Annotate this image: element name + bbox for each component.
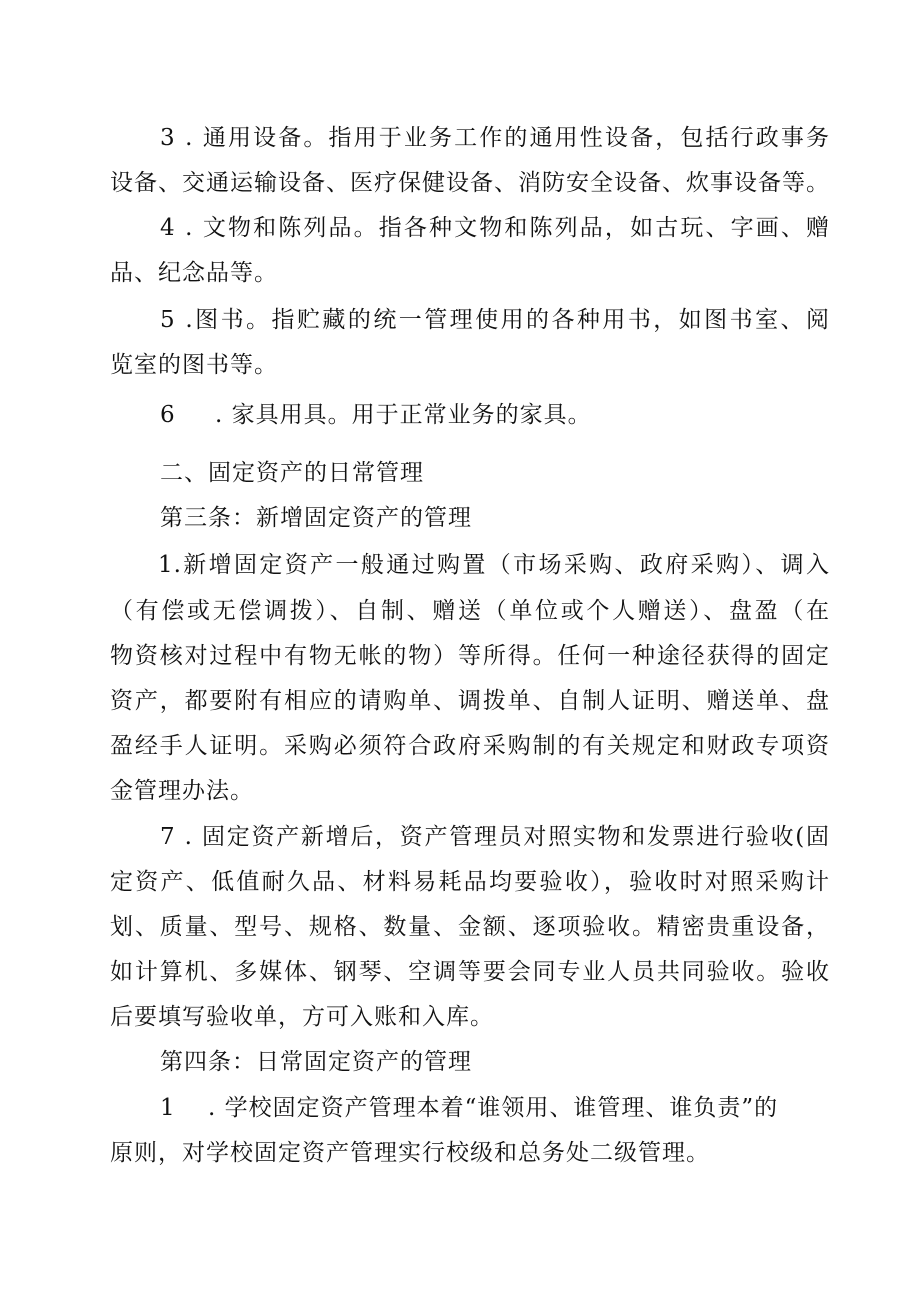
item-3-line-1: 3 . 通用设备。指用于业务工作的通用性设备，包括行政事务 [160,125,830,151]
item-4-line-1: 4 . 文物和陈列品。指各种文物和陈列品，如古玩、字画、赠 [160,215,830,241]
item-4-line-2: 品、纪念品等。 [110,260,278,286]
item-5-line-2: 览室的图书等。 [110,352,278,378]
item-6-line [160,400,830,430]
item-5-line-1: 5 .图书。指贮藏的统一管理使用的各种用书，如图书室、阅 [160,307,830,333]
article-3-p2-line-1: 7 . 固定资产新增后，资产管理员对照实物和发票进行验收(固 [160,824,830,850]
article-4-p1-line-2: 原则，对学校固定资产管理实行校级和总务处二级管理。 [110,1140,710,1166]
item-6-number: 6 [160,402,176,428]
article-3-p1-line-5: 盈经手人证明。采购必须符合政府采购制的有关规定和财政专项资 [110,733,830,759]
article-3-p1-line-3: 物资核对过程中有物无帐的物）等所得。任何一种途径获得的固定 [110,643,830,669]
section-2-title: 二、固定资产的日常管理 [160,460,424,486]
article-4-p1-line-1 [160,1093,830,1123]
article-3-title: 第三条：新增固定资产的管理 [160,505,472,531]
article-3-p1-line-6: 金管理办法。 [110,778,254,804]
article-3-p2-line-5: 后要填写验收单，方可入账和入库。 [110,1004,494,1030]
item-3-line-2: 设备、交通运输设备、医疗保健设备、消防安全设备、炊事设备等。 [110,170,830,196]
article-4-p1-number: 1 [160,1095,176,1121]
article-3-p2-line-2: 定资产、低值耐久品、材料易耗品均要验收），验收时对照采购计 [110,869,830,895]
article-4-title: 第四条：日常固定资产的管理 [160,1049,472,1075]
article-3-p1-line-4: 资产，都要附有相应的请购单、调拨单、自制人证明、赠送单、盘 [110,688,830,714]
article-3-p2-line-3: 划、质量、型号、规格、数量、金额、逐项验收。精密贵重设备， [110,914,830,940]
article-3-p2-line-4: 如计算机、多媒体、钢琴、空调等要会同专业人员共同验收。验收 [110,959,830,985]
article-3-p1-line-2: （有偿或无偿调拨）、自制、赠送（单位或个人赠送）、盘盈（在 [110,598,830,624]
article-3-p1-line-1: 1.新增固定资产一般通过购置（市场采购、政府采购）、调入 [158,552,830,578]
article-4-p1-line-1-text: . 学校固定资产管理本着“谁领用、谁管理、谁负责”的 [208,1095,779,1121]
item-6-text: . 家具用具。用于正常业务的家具。 [215,402,592,428]
